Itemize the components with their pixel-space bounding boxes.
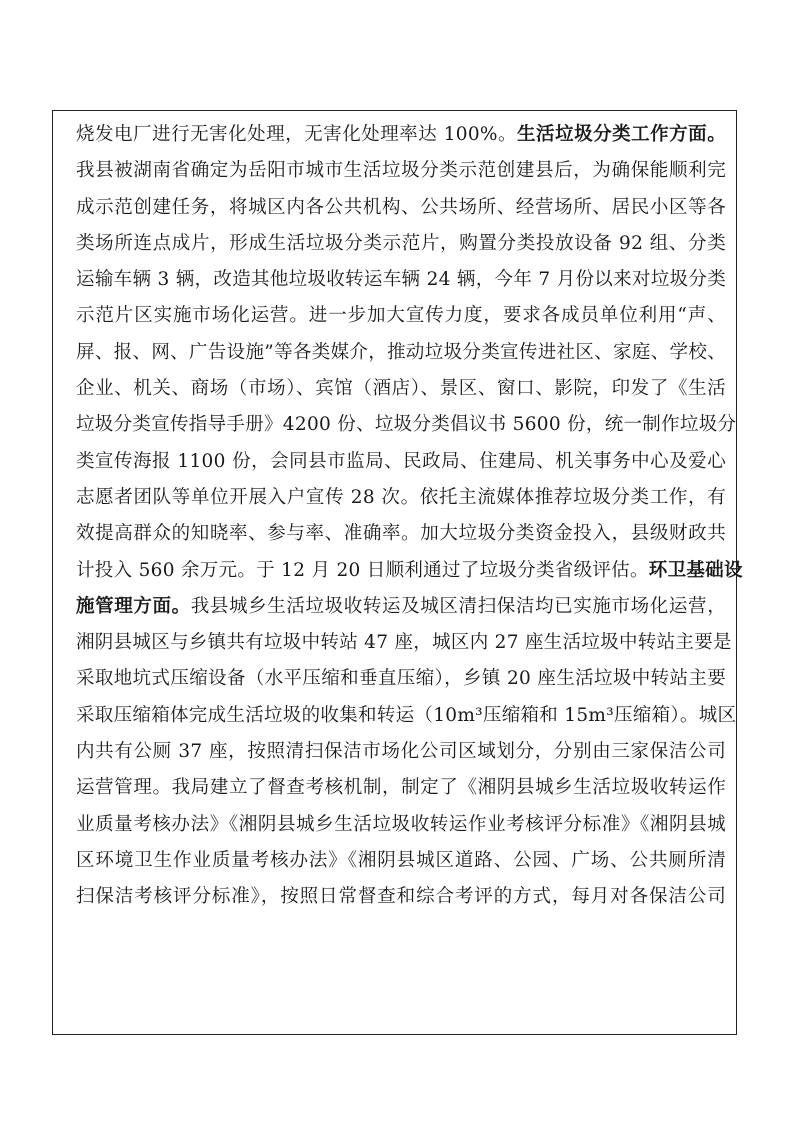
text-line: 湘阴县城区与乡镇共有垃圾中转站 47 座，城区内 27 座生活垃圾中转站主要是 [76, 632, 732, 654]
text-line: 采取地坑式压缩设备（水平压缩和垂直压缩），乡镇 20 座生活垃圾中转站主要 [76, 668, 726, 690]
text-line: 效提高群众的知晓率、参与率、准确率。加大垃圾分类资金投入，县级财政共 [76, 523, 726, 545]
text-run: 我县城乡生活垃圾收转运及城区清扫保洁均已实施市场化运营， [190, 595, 726, 617]
text-line: 企业、机关、商场（市场）、宾馆（酒店）、景区、窗口、影院，印发了《生活 [76, 378, 726, 400]
text-line: 成示范创建任务，将城区内各公共机构、公共场所、经营场所、居民小区等各 [76, 196, 726, 218]
text-line: 运输车辆 3 辆，改造其他垃圾收转运车辆 24 辆，今年 7 月份以来对垃圾分类 [76, 269, 726, 291]
text-line: 类场所连点成片，形成生活垃圾分类示范片，购置分类投放设备 92 组、分类 [76, 232, 726, 254]
text-line: 志愿者团队等单位开展入户宣传 28 次。依托主流媒体推荐垃圾分类工作，有 [76, 486, 726, 508]
text-run: 计投入 560 余万元。于 12 月 20 日顺利通过了垃圾分类省级评估。 [76, 559, 649, 581]
text-line: 我县被湖南省确定为岳阳市城市生活垃圾分类示范创建县后，为确保能顺利完 [76, 160, 726, 182]
text-line: 区环境卫生作业质量考核办法》《湘阴县城区道路、公园、广场、公共厕所清 [76, 849, 726, 871]
document-body [76, 117, 743, 916]
text-line: 内共有公厕 37 座，按照清扫保洁市场化公司区域划分，分别由三家保洁公司 [76, 741, 726, 763]
bold-heading-run: 生活垃圾分类工作方面。 [517, 124, 726, 145]
text-line [76, 589, 726, 625]
text-run: 烧发电厂进行无害化处理，无害化处理率达 100%。 [76, 124, 518, 145]
text-line: 垃圾分类宣传指导手册》4200 份、垃圾分类倡议书 5600 份，统一制作垃圾分 [76, 414, 737, 436]
bold-heading-run: 环卫基础设 [648, 559, 743, 581]
text-line: 屏、报、网、广告设施”等各类媒介，推动垃圾分类宣传进社区、家庭、学校、 [76, 341, 726, 363]
text-line: 运营管理。我局建立了督查考核机制，制定了《湘阴县城乡生活垃圾收转运作 [76, 777, 726, 799]
text-line: 扫保洁考核评分标准》，按照日常督查和综合考评的方式，每月对各保洁公司 [76, 886, 726, 908]
bold-heading-run: 施管理方面。 [76, 595, 191, 617]
text-line [76, 117, 726, 153]
text-line: 示范片区实施市场化运营。进一步加大宣传力度，要求各成员单位利用“声、 [76, 305, 726, 327]
text-line: 采取压缩箱体完成生活垃圾的收集和转运（10m³压缩箱和 15m³压缩箱）。城区 [76, 704, 737, 726]
text-line: 业质量考核办法》《湘阴县城乡生活垃圾收转运作业考核评分标准》《湘阴县城 [76, 813, 726, 835]
text-line [76, 553, 743, 589]
text-line: 类宣传海报 1100 份，会同县市监局、民政局、住建局、机关事务中心及爱心 [76, 450, 726, 472]
